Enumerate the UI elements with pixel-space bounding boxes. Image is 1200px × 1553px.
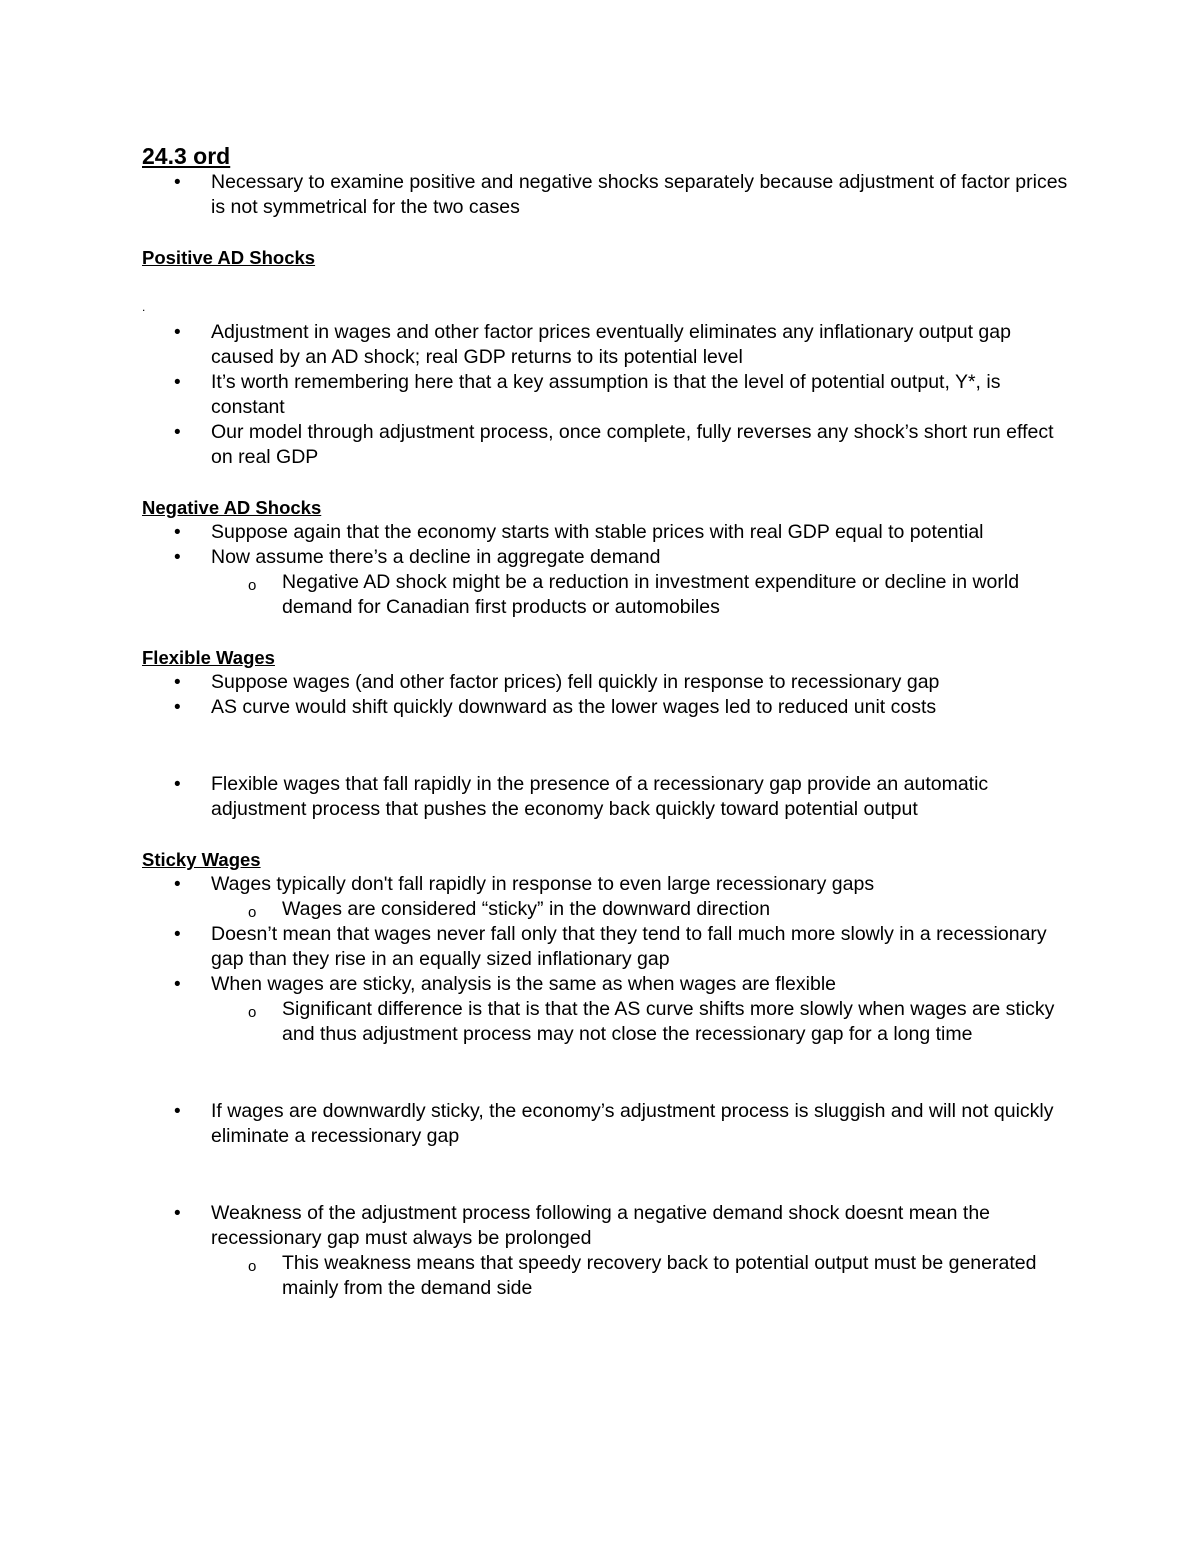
section-heading-sticky: Sticky Wages — [142, 849, 261, 870]
list-item: • If wages are downwardly sticky, the economy’s adjustment process is sluggish and will not quickly eliminate a recessionary gap — [142, 1099, 1072, 1149]
positive-list — [142, 320, 1072, 470]
stray-dot: . — [142, 300, 146, 314]
negative-list — [142, 520, 1072, 620]
document-page — [142, 142, 1072, 1301]
list-item: • It’s worth remembering here that a key assumption is that the level of potential output, Y*, is constant — [142, 370, 1072, 420]
section-heading-negative: Negative AD Shocks — [142, 497, 322, 518]
intro-list — [142, 170, 1072, 220]
list-item: • Wages typically don't fall rapidly in response to even large recessionary gaps — [142, 872, 1072, 897]
sub-list-item: o Negative AD shock might be a reduction in investment expenditure or decline in world demand for Canadian first products or automobiles — [142, 570, 1072, 620]
page-title: 24.3 ord — [142, 143, 231, 169]
list-item: • Adjustment in wages and other factor prices eventually eliminates any inflationary output gap caused by an AD shock; real GDP returns to its potential level — [142, 320, 1072, 370]
list-item: • Our model through adjustment process, once complete, fully reverses any shock’s short run effect on real GDP — [142, 420, 1072, 470]
list-item: • Necessary to examine positive and negative shocks separately because adjustment of factor prices is not symmetrical for the two cases — [142, 170, 1072, 220]
spacer — [142, 720, 1072, 772]
list-item: • Weakness of the adjustment process following a negative demand shock doesnt mean the recessionary gap must always be prolonged — [142, 1201, 1072, 1251]
sub-list-item: o This weakness means that speedy recovery back to potential output must be generated mainly from the demand side — [142, 1251, 1072, 1301]
list-item: • Flexible wages that fall rapidly in the presence of a recessionary gap provide an automatic adjustment process that pushes the economy back quickly toward potential output — [142, 772, 1072, 822]
list-item: • Doesn’t mean that wages never fall only that they tend to fall much more slowly in a recessionary gap than they rise in an equally sized inflationary gap — [142, 922, 1072, 972]
section-heading-flexible: Flexible Wages — [142, 647, 275, 668]
sticky-list — [142, 872, 1072, 1301]
spacer — [142, 1149, 1072, 1201]
list-item: • Suppose again that the economy starts with stable prices with real GDP equal to potential — [142, 520, 1072, 545]
list-item: • AS curve would shift quickly downward as the lower wages led to reduced unit costs — [142, 695, 1072, 720]
list-item: • Now assume there’s a decline in aggregate demand — [142, 545, 1072, 570]
list-item: • Suppose wages (and other factor prices) fell quickly in response to recessionary gap — [142, 670, 1072, 695]
spacer — [142, 1047, 1072, 1099]
sub-list-item: o Significant difference is that is that the AS curve shifts more slowly when wages are sticky and thus adjustment process may not close the recessionary gap for a long time — [142, 997, 1072, 1047]
sub-list-item: o Wages are considered “sticky” in the downward direction — [142, 897, 1072, 922]
flexible-list — [142, 670, 1072, 822]
list-item: • When wages are sticky, analysis is the same as when wages are flexible — [142, 972, 1072, 997]
section-heading-positive: Positive AD Shocks — [142, 247, 316, 268]
